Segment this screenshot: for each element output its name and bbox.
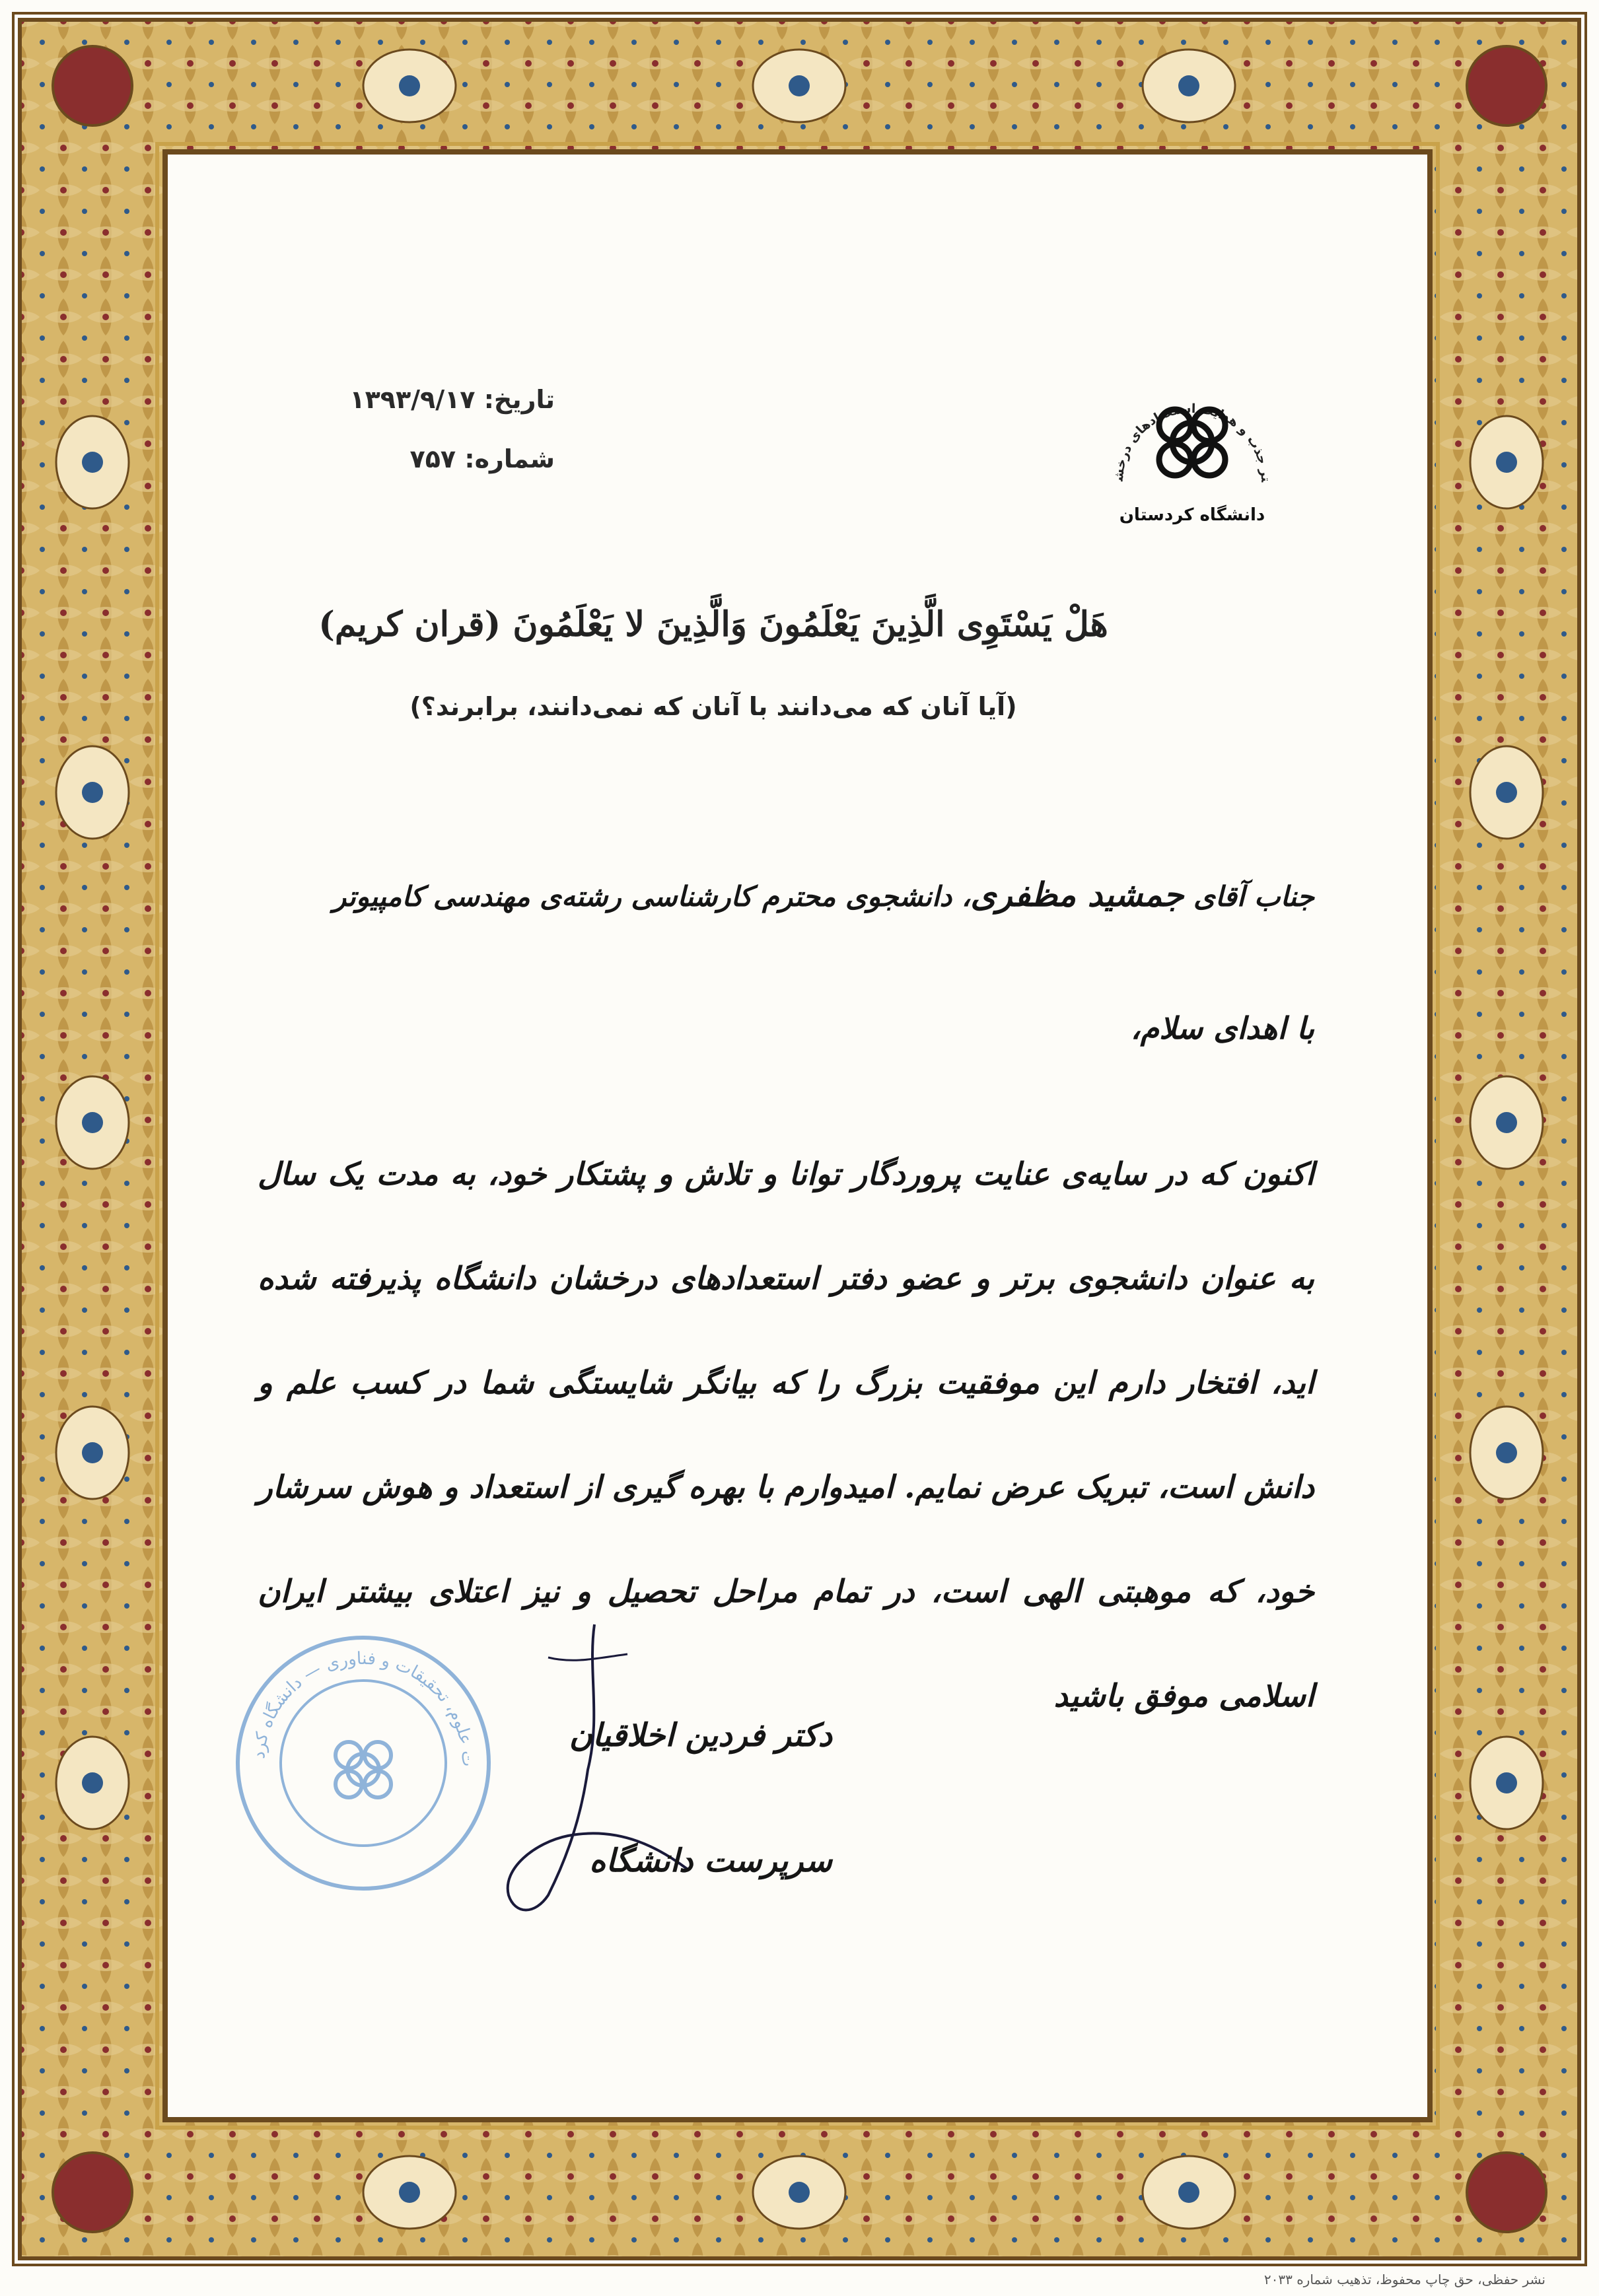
number-line: [277, 429, 555, 489]
publisher-note: نشر حفظی، حق چاپ محفوظ، تذهیب شماره ۲۰۳۳: [1263, 2272, 1546, 2287]
number-value: ۷۵۷: [409, 444, 456, 473]
letter-meta: [277, 370, 555, 489]
date-line: [277, 370, 555, 429]
letter-body: اکنون که در سایه‌ی عنایت پروردگار توانا و تلاش و پشتکار خود، به مدت یک سال به عنوان دانشجوی برتر و عضو دفتر استعدادهای درخشان دانشگاه پذیرفته شده اید، افتخار دارم این موفقیت بزرگ را که بیانگر شایستگی شما در کسب علم و دانش است، تبریک عرض نمایم. امیدوارم با بهره گیری از استعداد و هوش سرشار خود، که موهبتی الهی است، در تمام مراحل تحصیل و نیز اعتلای بیشتر ایران اسلامی موفق باشید: [258, 1156, 1314, 1714]
address-suffix: ، دانشجوی محترم کارشناسی رشته‌ی مهندسی کامپیوتر: [332, 880, 971, 913]
address-prefix: جناب آقای: [1193, 880, 1314, 913]
signer-title: سرپرست دانشگاه: [589, 1842, 832, 1879]
svg-text:وزارت علوم، تحقیقات و فناوری —: ت علوم، تحقیقات و فناوری — دانشگاه کرد: [249, 1648, 478, 1768]
addressee-line: [258, 875, 1314, 914]
recipient-name: جمشید مظفری: [970, 875, 1184, 914]
signer-name: دکتر فردین اخلاقیان: [569, 1717, 832, 1754]
official-stamp: [225, 1624, 502, 1902]
verse-translation: (آیا آنان که می‌دانند با آنان که نمی‌دانند، برابرند؟): [409, 692, 1017, 721]
date-value: ۱۳۹۳/۹/۱۷: [349, 385, 476, 414]
svg-text:دانشگاه کردستان: دانشگاه کردستان: [1119, 505, 1265, 525]
signature: [489, 1618, 707, 1928]
greeting: با اهدای سلام،: [1130, 1010, 1314, 1046]
quran-verse: هَلْ یَسْتَوِی الَّذِینَ یَعْلَمُونَ وَالَّذِینَ لا یَعْلَمُونَ (قران کریم): [318, 604, 1108, 644]
number-label: شماره:: [464, 444, 555, 473]
university-logo: [1096, 350, 1288, 528]
date-label: تاریخ:: [483, 385, 555, 414]
svg-text:دفتر جذب و هدایت استعدادهای در: تر جذب و هدایت استعدادهای درخش: [1111, 401, 1273, 483]
